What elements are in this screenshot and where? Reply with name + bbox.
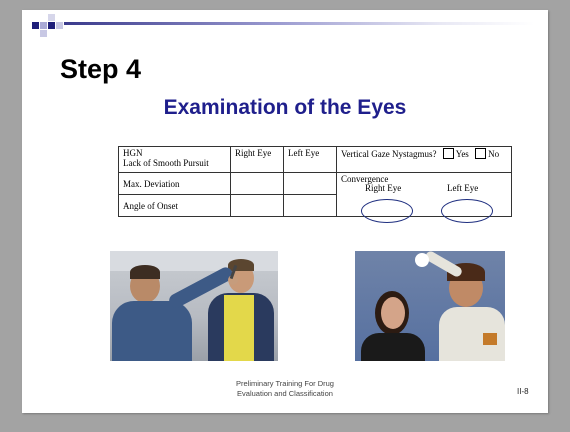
convergence-cell	[337, 173, 512, 217]
hgn-test-photo	[110, 251, 278, 361]
convergence-right-eye-label: Right Eye	[365, 183, 402, 193]
subject-shirt	[224, 295, 254, 361]
step-title: Step 4	[60, 54, 142, 84]
angle-of-onset-right-cell	[231, 195, 284, 217]
eye-exam-table	[118, 146, 512, 217]
convergence-left-eye-label: Left Eye	[447, 183, 479, 193]
max-deviation-label: Max. Deviation	[119, 173, 231, 195]
angle-of-onset-left-cell	[284, 195, 337, 217]
vgn-cell	[337, 147, 512, 173]
angle-of-onset-label: Angle of Onset	[119, 195, 231, 217]
convergence-test-photo	[355, 251, 505, 361]
right-eye-oval	[361, 199, 413, 223]
header-rule	[64, 22, 534, 25]
no-checkbox[interactable]	[475, 148, 486, 159]
officer-uniform	[112, 301, 192, 361]
page-number: II-8	[517, 387, 529, 396]
max-deviation-right-cell	[231, 173, 284, 195]
section-title: Examination of the Eyes	[163, 96, 407, 119]
subject-top	[361, 333, 425, 361]
footer	[22, 379, 548, 399]
left-eye-oval	[441, 199, 493, 223]
lack-of-smooth-pursuit-label: Lack of Smooth Pursuit	[123, 158, 209, 168]
slide-corner-decoration	[32, 14, 72, 40]
right-eye-header: Right Eye	[231, 147, 284, 173]
subject-face	[381, 297, 405, 329]
convergence-label: Convergence	[341, 174, 389, 184]
hgn-header-cell	[119, 147, 231, 173]
vgn-label: Vertical Gaze Nystagmus?	[341, 149, 437, 159]
max-deviation-left-cell	[284, 173, 337, 195]
left-eye-header: Left Eye	[284, 147, 337, 173]
footer-line-2: Evaluation and Classification	[237, 389, 333, 398]
no-label: No	[488, 149, 500, 159]
slide	[22, 10, 548, 413]
yes-label: Yes	[455, 149, 469, 159]
yes-checkbox[interactable]	[443, 148, 454, 159]
hgn-label: HGN	[123, 148, 143, 158]
footer-line-1: Preliminary Training For Drug	[236, 379, 334, 388]
gloved-hand	[415, 253, 429, 267]
